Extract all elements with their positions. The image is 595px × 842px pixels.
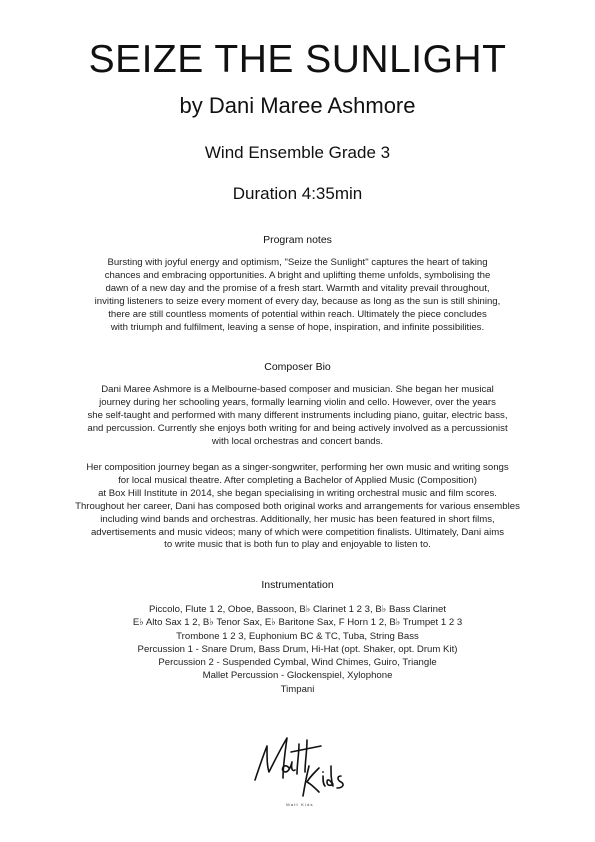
bio-line: to write music that is both fun to play and enjoyable to listen to. [164, 539, 431, 551]
bio-line: for local musical theatre. After completing a Bachelor of Applied Music (Composition) [118, 474, 477, 486]
program-notes-line: inviting listeners to seize every moment of every day, because as long as the sun is still shining, [94, 295, 501, 307]
bio-line: and percussion. Currently she enjoys both writing for and being actively involved as a percussionist [87, 422, 508, 434]
bio-line: journey during her schooling years, formally learning violin and cello. However, over the years [99, 396, 496, 408]
composer-bio-heading: Composer Bio [264, 361, 331, 373]
composer-credit: by Dani Maree Ashmore [179, 93, 416, 118]
ensemble-grade: Wind Ensemble Grade 3 [204, 143, 391, 162]
program-notes-text [60, 257, 535, 334]
composer-bio-paragraph-1 [60, 384, 535, 449]
program-notes-line: chances and embracing opportunities. A bright and uplifting theme unfolds, symbolising the [104, 269, 491, 281]
duration: Duration 4:35min [232, 184, 363, 203]
instrumentation-line: Mallet Percussion - Glockenspiel, Xylophone [202, 670, 393, 682]
instrumentation-line: Timpani [280, 683, 315, 695]
signature-logo-icon [245, 728, 355, 814]
bio-line: advertisements and music videos; many of which were competition finalists. Ultimately, Dani aims [90, 526, 505, 538]
piece-title: SEIZE THE SUNLIGHT [88, 38, 507, 81]
logo-subtitle: Matt Kids [286, 802, 314, 807]
instrumentation-list [40, 603, 555, 696]
instrumentation-line: Trombone 1 2 3, Euphonium BC & TC, Tuba, String Bass [176, 630, 419, 642]
composer-bio-paragraph-2 [60, 462, 535, 552]
program-notes-line: there are still countless moments of potential within reach. Ultimately the piece concludes [108, 308, 487, 320]
signature-logo-graphic [245, 728, 355, 800]
bio-line: Dani Maree Ashmore is a Melbourne-based composer and musician. She began her musical [101, 384, 494, 395]
bio-line: Throughout her career, Dani has composed both original works and arrangements for various ensembles [75, 500, 520, 512]
instrumentation-line: Percussion 1 - Snare Drum, Bass Drum, Hi-Hat (opt. Shaker, opt. Drum Kit) [137, 643, 458, 655]
bio-line: she self-taught and performed with many different instruments including piano, guitar, electric bass, [87, 409, 508, 421]
bio-line: at Box Hill Institute in 2014, she began specialising in writing orchestral music and film scores. [98, 487, 497, 499]
instrumentation-heading: Instrumentation [261, 579, 334, 591]
program-notes-line: Bursting with joyful energy and optimism, "Seize the Sunlight" captures the heart of taking [107, 257, 488, 268]
instrumentation-line: E♭ Alto Sax 1 2, B♭ Tenor Sax, E♭ Baritone Sax, F Horn 1 2, B♭ Trumpet 1 2 3 [132, 617, 463, 629]
bio-line: with local orchestras and concert bands. [211, 435, 384, 447]
program-notes-line: dawn of a new day and the promise of a fresh start. Warmth and vitality prevail throughout, [105, 282, 490, 294]
program-notes-heading: Program notes [263, 234, 332, 246]
program-notes-line: with triumph and fulfilment, leaving a sense of hope, inspiration, and infinite possibilities. [110, 321, 485, 333]
bio-line: including wind bands and orchestras. Additionally, her music has been featured in short films, [100, 513, 495, 525]
instrumentation-line: Piccolo, Flute 1 2, Oboe, Bassoon, B♭ Clarinet 1 2 3, B♭ Bass Clarinet [148, 604, 446, 615]
bio-line: Her composition journey began as a singer-songwriter, performing her own music and writing songs [86, 462, 509, 473]
instrumentation-line: Percussion 2 - Suspended Cymbal, Wind Chimes, Guiro, Triangle [158, 657, 437, 669]
